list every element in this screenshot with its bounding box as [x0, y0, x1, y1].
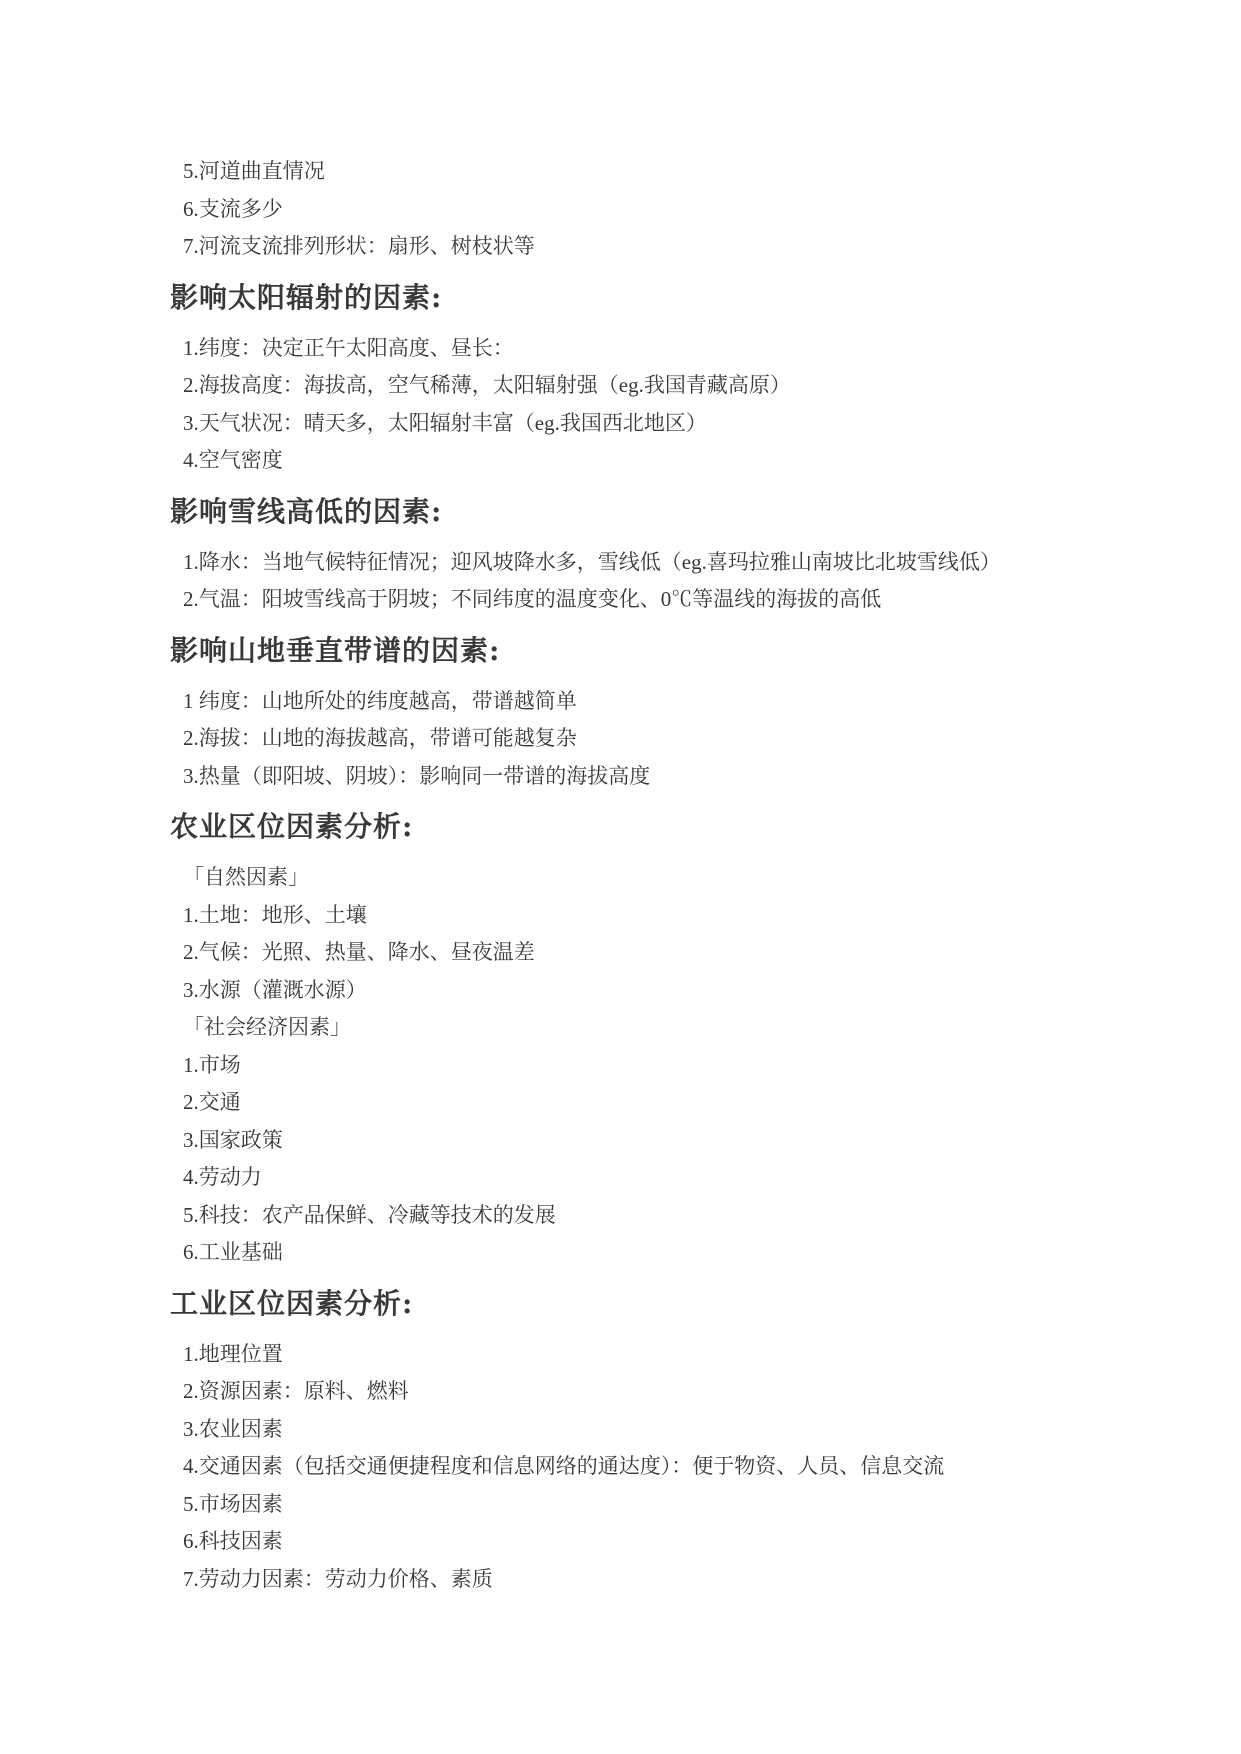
list-item-river-7: 7.河流支流排列形状：扇形、树枝状等	[183, 234, 535, 258]
section-heading-industry-location: 工业区位因素分析:	[170, 1286, 414, 1320]
list-item: 1.降水：当地气候特征情况；迎风坡降水多，雪线低（eg.喜玛拉雅山南坡比北坡雪线低）	[183, 549, 1001, 574]
list-item: 6.科技因素	[183, 1529, 283, 1553]
list-item: 2.海拔高度：海拔高，空气稀薄，太阳辐射强（eg.我国青藏高原）	[183, 373, 791, 397]
list-item: 1.纬度：决定正午太阳高度、昼长：	[183, 335, 514, 360]
list-item: 3.水源（灌溉水源）	[183, 977, 367, 1002]
list-item: 2.资源因素：原料、燃料	[183, 1379, 409, 1403]
list-item: 5.市场因素	[183, 1491, 283, 1516]
section-heading-snow-line: 影响雪线高低的因素:	[170, 494, 443, 528]
list-item: 7.劳动力因素：劳动力价格、素质	[183, 1566, 493, 1591]
list-item: 3.热量（即阳坡、阴坡）：影响同一带谱的海拔高度	[183, 763, 651, 788]
list-item: 1.土地：地形、土壤	[183, 902, 367, 927]
list-item: 1.市场	[183, 1052, 241, 1077]
section-heading-agriculture-location: 农业区位因素分析:	[170, 810, 414, 843]
list-item: 4.交通因素（包括交通便捷程度和信息网络的通达度）：便于物资、人员、信息交流	[183, 1454, 945, 1478]
list-item-river-5: 5.河道曲直情况	[183, 159, 325, 183]
list-item: 4.劳动力	[183, 1165, 262, 1189]
section-heading-vertical-zonation: 影响山地垂直带谱的因素:	[170, 633, 501, 667]
sub-label-natural-factors: 「自然因素」	[183, 865, 309, 889]
list-item: 4.空气密度	[183, 448, 283, 472]
sub-label-socioeconomic-factors: 「社会经济因素」	[183, 1015, 351, 1039]
list-item: 2.气温：阳坡雪线高于阴坡；不同纬度的温度变化、0℃等温线的海拔的高低	[183, 587, 882, 611]
list-item: 3.国家政策	[183, 1127, 283, 1152]
list-item: 2.交通	[183, 1090, 241, 1114]
list-item: 1.地理位置	[183, 1341, 283, 1366]
list-item: 2.海拔：山地的海拔越高，带谱可能越复杂	[183, 726, 577, 750]
section-heading-solar-radiation: 影响太阳辐射的因素:	[170, 280, 443, 314]
list-item: 2.气候：光照、热量、降水、昼夜温差	[183, 940, 535, 964]
list-item: 6.工业基础	[183, 1240, 283, 1264]
list-item: 5.科技：农产品保鲜、冷藏等技术的发展	[183, 1202, 556, 1227]
list-item: 3.天气状况：晴天多，太阳辐射丰富（eg.我国西北地区）	[183, 410, 707, 435]
list-item: 3.农业因素	[183, 1416, 283, 1441]
list-item: 1 纬度：山地所处的纬度越高，带谱越简单	[183, 688, 577, 713]
list-item-river-6: 6.支流多少	[183, 196, 283, 221]
